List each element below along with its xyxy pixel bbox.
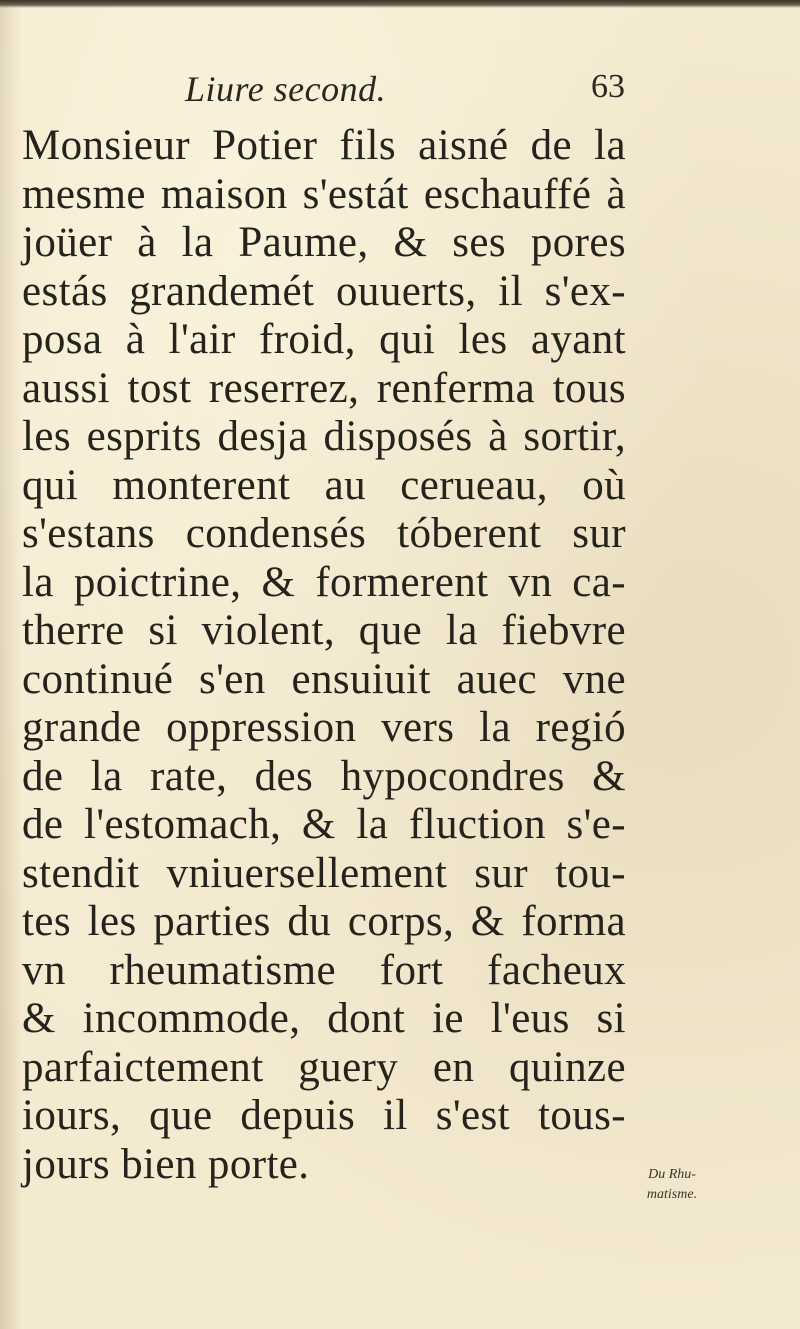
text-line: aussi tost reserrez, renferma tous	[22, 364, 626, 412]
text-line: tes les parties du corps, & forma	[22, 898, 626, 945]
page-number: 63	[591, 68, 625, 105]
text-line: & incommode, dont ie l'eus si	[22, 995, 626, 1042]
text-line: les esprits desja disposés à sortir,	[22, 413, 626, 460]
text-line: de la rate, des hypocondres &	[22, 752, 626, 800]
text-line: s'estans condensés tóberent sur	[22, 510, 626, 557]
text-line: continué s'en ensuiuit auec vne	[22, 655, 626, 703]
text-line: estás grandemét ouuerts, il s'ex-	[22, 267, 626, 315]
running-head: Liure second.	[185, 69, 387, 109]
text-line: de l'estomach, & la fluction s'e-	[22, 801, 626, 848]
marginal-note-line: Du Rhu-	[648, 1167, 696, 1182]
text-line: jours bien porte.	[22, 1140, 310, 1188]
text-line: mesme maison s'estát eschauffé à	[22, 170, 626, 218]
page-header	[185, 68, 625, 118]
text-line: parfaictement guery en quinze	[22, 1043, 626, 1091]
body-text	[14, 122, 626, 1189]
text-line: therre si violent, que la fiebvre	[22, 607, 626, 654]
text-line: joüer à la Paume, & ses pores	[22, 219, 626, 266]
text-line: grande oppression vers la regió	[22, 704, 626, 751]
text-line: la poictrine, & formerent vn ca-	[22, 558, 626, 606]
text-line: posa à l'air froid, qui les ayant	[22, 316, 626, 363]
text-line: vn rheumatisme fort facheux	[22, 946, 626, 994]
text-line: iours, que depuis il s'est tous-	[22, 1092, 626, 1139]
marginal-note	[612, 1165, 732, 1205]
text-line: Monsieur Potier fils aisné de la	[22, 122, 626, 169]
marginal-note-line: matisme.	[646, 1187, 698, 1202]
text-line: qui monterent au cerueau, où	[22, 461, 626, 509]
page-top-edge	[0, 0, 800, 8]
text-line: stendit vniuersellement sur tou-	[22, 849, 626, 897]
